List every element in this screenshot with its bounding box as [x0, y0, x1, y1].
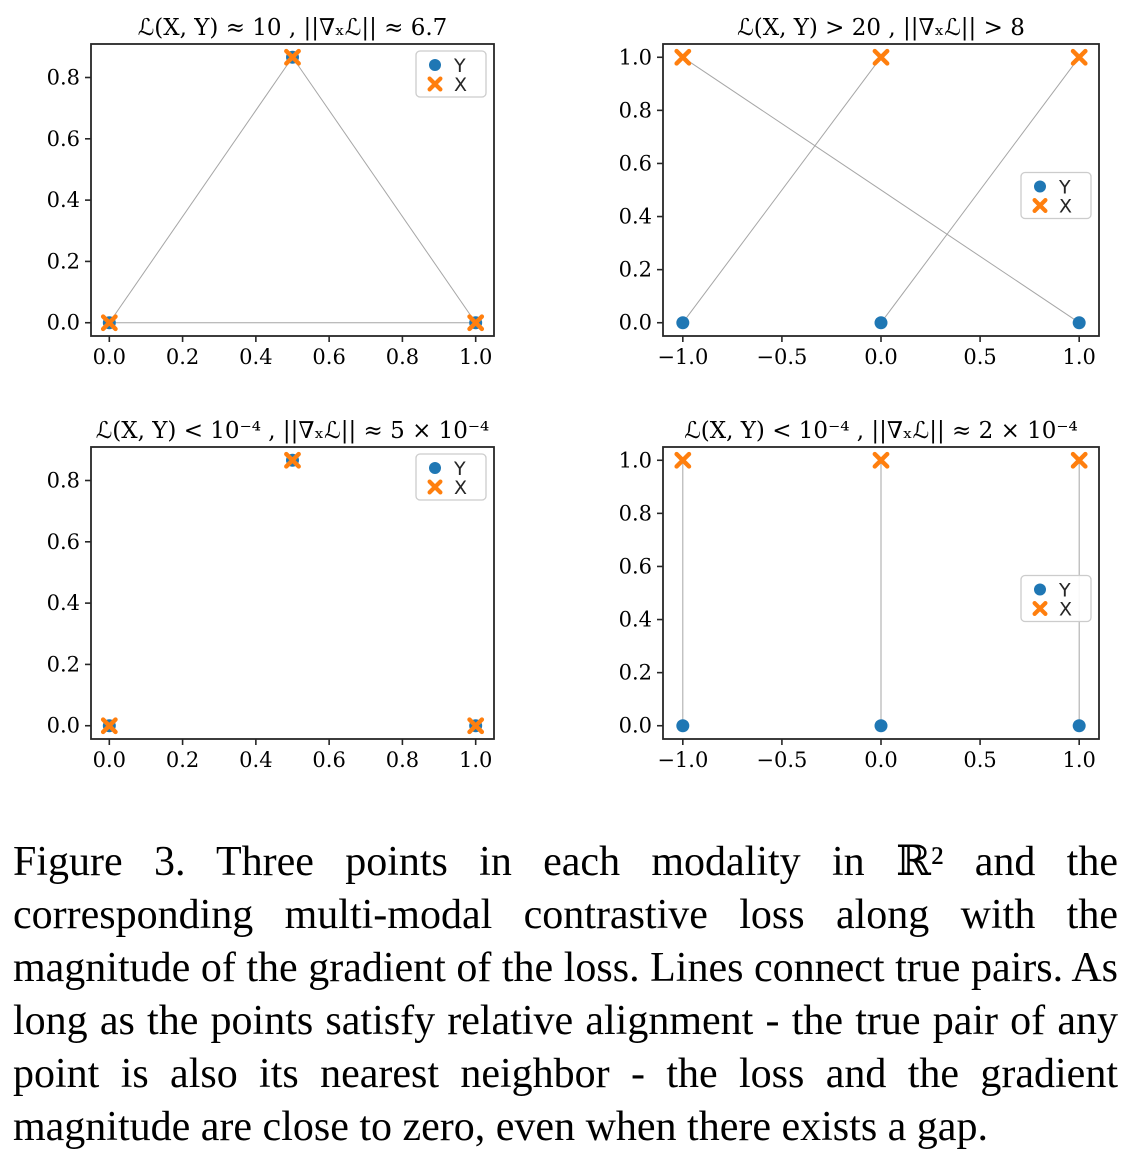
plot-svg-top-left — [0, 0, 564, 403]
subplot-top-right — [564, 0, 1128, 403]
x-tick-label: 0.0 — [92, 345, 127, 369]
legend-y-label: Y — [454, 55, 466, 77]
y-tick-label: 0.2 — [618, 660, 652, 685]
legend-y-label: Y — [1059, 579, 1071, 602]
legend-x-label: X — [454, 477, 468, 499]
x-tick-label: 0.8 — [385, 345, 420, 369]
subplot-bottom-left — [0, 403, 564, 806]
x-tick-label: −0.5 — [756, 345, 808, 369]
y-tick-label: 0.8 — [46, 65, 80, 90]
x-tick-label: −0.5 — [756, 748, 808, 772]
plot-title: ℒ(X, Y) < 10⁻⁴ , ||∇ₓℒ|| ≈ 2 × 10⁻⁴ — [684, 418, 1078, 444]
legend-x-label: X — [1059, 598, 1073, 621]
x-tick-label: 0.5 — [963, 345, 997, 369]
plot-title: ℒ(X, Y) < 10⁻⁴ , ||∇ₓℒ|| ≈ 5 × 10⁻⁴ — [95, 418, 490, 444]
legend-box — [416, 51, 486, 97]
x-tick-label: 0.6 — [312, 345, 346, 369]
figure-caption: Figure 3. Three points in each modality in ℝ² and the corresponding multi-modal contrastive loss along with the magnitude of the gradient of the loss. Lines connect true pairs. As long as the points satisfy relative alignment - the true pair of any point is also its nearest neighbor - the loss and the gradient magnitude are close to zero, even when there exists a gap. — [13, 839, 1118, 1150]
y-tick-label: 0.6 — [46, 126, 80, 151]
subplot-bottom-right — [564, 403, 1128, 806]
y-data-marker — [1073, 719, 1086, 732]
legend-x-label: X — [1059, 195, 1073, 218]
y-tick-label: 0.4 — [618, 204, 652, 229]
y-tick-label: 0.2 — [46, 249, 80, 274]
y-tick-label: 0.6 — [46, 529, 80, 554]
plot-svg-bottom-left — [0, 403, 564, 806]
y-tick-label: 0.0 — [618, 713, 652, 738]
x-tick-label: 0.4 — [239, 748, 273, 772]
y-data-marker — [676, 719, 689, 732]
y-tick-label: 1.0 — [618, 45, 652, 70]
y-tick-label: 0.6 — [618, 151, 652, 176]
x-tick-label: 1.0 — [458, 345, 493, 369]
y-tick-label: 0.0 — [46, 310, 80, 335]
x-data-marker — [1073, 51, 1085, 63]
y-tick-label: 0.8 — [618, 501, 652, 526]
y-tick-label: 0.4 — [46, 591, 80, 616]
y-data-marker — [676, 316, 689, 329]
x-tick-label: 1.0 — [1062, 748, 1096, 772]
legend-box — [1021, 575, 1091, 621]
x-tick-label: 0.8 — [385, 748, 420, 772]
plot-title: ℒ(X, Y) ≈ 10 , ||∇ₓℒ|| ≈ 6.7 — [137, 15, 448, 41]
x-tick-label: 0.5 — [963, 748, 997, 772]
legend-box — [416, 454, 486, 500]
x-tick-label: 0.2 — [165, 345, 200, 369]
x-tick-label: −1.0 — [657, 748, 709, 772]
y-tick-label: 0.8 — [618, 98, 652, 123]
x-tick-label: 1.0 — [1062, 345, 1096, 369]
x-data-marker — [677, 51, 689, 63]
legend-circle-icon — [429, 59, 441, 71]
subplot-top-left — [0, 0, 564, 403]
x-tick-label: 0.4 — [239, 345, 273, 369]
x-tick-label: 1.0 — [458, 748, 493, 772]
y-tick-label: 0.6 — [618, 554, 652, 579]
x-tick-label: 0.2 — [165, 748, 200, 772]
y-tick-label: 0.0 — [618, 310, 652, 335]
y-data-marker — [875, 316, 888, 329]
x-tick-label: 0.0 — [864, 345, 898, 369]
y-tick-label: 1.0 — [618, 448, 652, 473]
legend-circle-icon — [1034, 583, 1046, 595]
pair-line — [683, 57, 1079, 322]
plot-svg-bottom-right — [564, 403, 1128, 806]
y-tick-label: 0.0 — [46, 713, 80, 738]
pair-line — [109, 57, 292, 322]
x-tick-label: 0.0 — [92, 748, 127, 772]
legend-x-label: X — [454, 74, 468, 96]
legend-circle-icon — [1034, 180, 1046, 192]
y-data-marker — [875, 719, 888, 732]
y-tick-label: 0.4 — [618, 607, 652, 632]
y-tick-label: 0.8 — [46, 468, 80, 493]
pair-line — [683, 57, 881, 322]
legend-y-label: Y — [454, 458, 466, 480]
x-tick-label: 0.6 — [312, 748, 346, 772]
plot-svg-top-right — [564, 0, 1128, 403]
y-tick-label: 0.2 — [46, 652, 80, 677]
legend-circle-icon — [429, 462, 441, 474]
x-tick-label: −1.0 — [657, 345, 709, 369]
y-tick-label: 0.4 — [46, 188, 80, 213]
legend-box — [1021, 172, 1091, 218]
legend-y-label: Y — [1059, 176, 1071, 199]
x-data-marker — [875, 51, 887, 63]
plot-title: ℒ(X, Y) > 20 , ||∇ₓℒ|| > 8 — [737, 15, 1025, 41]
x-tick-label: 0.0 — [864, 748, 898, 772]
y-data-marker — [1073, 316, 1086, 329]
y-tick-label: 0.2 — [618, 257, 652, 282]
